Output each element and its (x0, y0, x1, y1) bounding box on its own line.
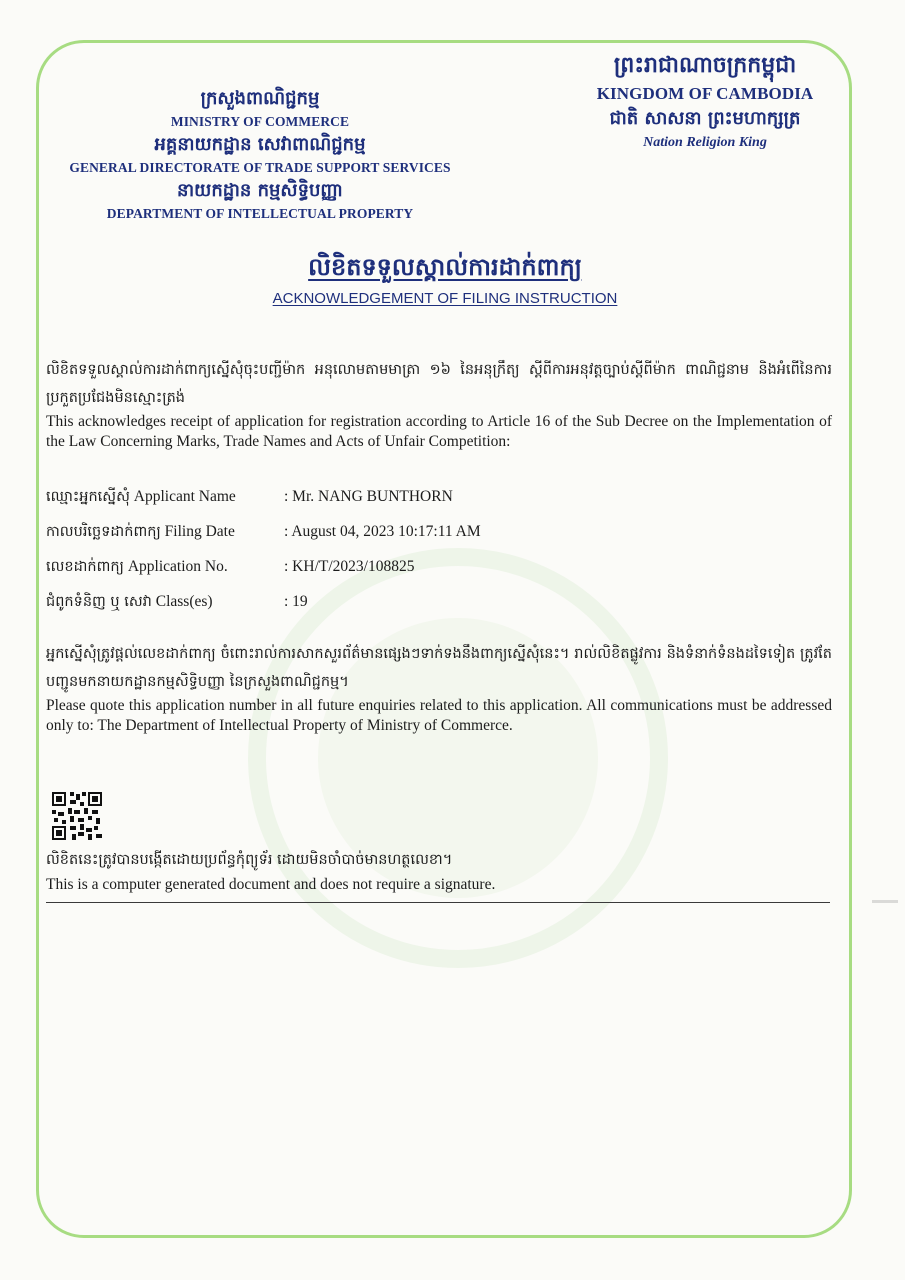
application-details (46, 482, 746, 622)
field-label-en: Applicant Name (133, 488, 236, 505)
notice-en: Please quote this application number in all future enquiries related to this application. All communications must be addressed only to: The Department of Intellectual Property of Ministry of Commerce. (46, 697, 832, 734)
field-label-en: Application No. (127, 558, 228, 575)
field-label-en: Filing Date (164, 523, 235, 540)
intro-en: This acknowledges receipt of application for registration according to Article 16 of the Sub Decree on the Implementation of the Law Concerning Marks, Trade Names and Acts of Unfair Competition: (46, 413, 832, 450)
department-en: DEPARTMENT OF INTELLECTUAL PROPERTY (106, 206, 414, 221)
footer-en: This is a computer generated document and does not require a signature. (46, 876, 496, 893)
intro-kh: លិខិតទទួលស្គាល់ការដាក់ពាក្យស្នើសុំចុះបញ្ជីម៉ាក អនុលោមតាមមាត្រា ១៦ នៃអនុក្រឹត្យ ស្តីពីការអនុវត្តច្បាប់ស្តីពីម៉ាក ពាណិជ្ជនាម និងអំពើនៃការប្រកួតប្រជែងមិនស្មោះត្រង់ (46, 362, 832, 406)
field-classes (46, 587, 746, 622)
intro-paragraph (46, 356, 832, 452)
motto-en: Nation Religion King (643, 135, 767, 150)
field-label-kh: ជំពូកទំនិញ ឬ សេវា (46, 594, 152, 610)
field-label (46, 552, 228, 582)
field-label (46, 587, 213, 617)
scan-artifact (872, 900, 898, 903)
title-kh: លិខិតទទួលស្គាល់ការដាក់ពាក្យ (308, 253, 582, 281)
field-value: : KH/T/2023/108825 (284, 558, 415, 575)
title-en: ACKNOWLEDGEMENT OF FILING INSTRUCTION (272, 290, 618, 307)
document-title (160, 250, 730, 310)
field-label-kh: លេខដាក់ពាក្យ (46, 559, 124, 575)
qr-code-icon (52, 792, 102, 840)
directorate-kh: អគ្គនាយកដ្ឋាន សេវាពាណិជ្ជកម្ម (154, 134, 366, 155)
department-kh: នាយកដ្ឋាន កម្មសិទ្ធិបញ្ញា (177, 180, 343, 201)
field-label-kh: កាលបរិច្ឆេទដាក់ពាក្យ (46, 524, 161, 540)
kingdom-kh: ព្រះរាជាណាចក្រកម្ពុជា (613, 53, 797, 78)
field-applicant-name (46, 482, 746, 517)
footer-kh: លិខិតនេះត្រូវបានបង្កើតដោយប្រព័ន្ធកុំព្យូទ័រ ដោយមិនចាំបាច់មានហត្ថលេខា។ (46, 852, 453, 868)
field-label-en: Class(es) (155, 593, 213, 610)
notice-kh: អ្នកស្នើសុំត្រូវផ្តល់លេខដាក់ពាក្យ ចំពោះរាល់ការសាកសួរព័ត៌មានផ្សេងៗទាក់ទងនឹងពាក្យស្នើសុំនេះ។ រាល់លិខិតផ្លូវការ និងទំនាក់ទំនងដទៃទៀត ត្រូវតែបញ្ជូនមកនាយកដ្ឋានកម្មសិទ្ធិបញ្ញា នៃក្រសួងពាណិជ្ជកម្ម។ (46, 646, 832, 690)
field-value: : 19 (284, 593, 308, 610)
field-value: : August 04, 2023 10:17:11 AM (284, 523, 481, 540)
kingdom-en: KINGDOM OF CAMBODIA (596, 84, 814, 103)
field-label (46, 517, 235, 547)
field-value: : Mr. NANG BUNTHORN (284, 488, 453, 505)
field-filing-date (46, 517, 746, 552)
directorate-en: GENERAL DIRECTORATE OF TRADE SUPPORT SERVICES (69, 160, 451, 175)
ministry-en: MINISTRY OF COMMERCE (170, 114, 350, 129)
ministry-header (40, 86, 480, 224)
ministry-kh: ក្រសួងពាណិជ្ជកម្ម (200, 88, 320, 109)
kingdom-header (560, 50, 850, 154)
field-label-kh: ឈ្មោះអ្នកស្នើសុំ (46, 489, 130, 505)
notice-paragraph (46, 640, 832, 736)
field-label (46, 482, 236, 512)
divider (46, 902, 830, 903)
motto-kh: ជាតិ សាសនា ព្រះមហាក្សត្រ (609, 108, 801, 129)
field-application-no (46, 552, 746, 587)
